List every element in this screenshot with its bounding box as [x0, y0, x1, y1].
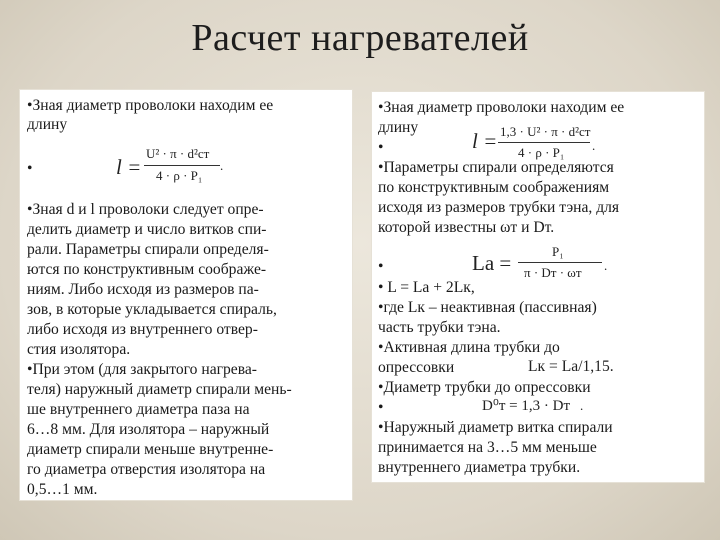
left-line-6: рали. Параметры спирали определя-: [27, 241, 269, 258]
left-text-panel: [20, 90, 352, 500]
right-line-17: принимается на 3…5 мм меньше: [378, 439, 597, 456]
left-line-18: 0,5…1 мм.: [27, 481, 98, 498]
right-formula2-lhs: Lа =: [472, 251, 512, 275]
left-line-2: длину: [27, 116, 68, 133]
right-line-16: •Наружный диаметр витка спирали: [378, 419, 613, 436]
slide-title: Расчет нагревателей: [191, 17, 529, 59]
left-line-16: диаметр спирали меньше внутренне-: [27, 441, 274, 458]
right-line-6: исходя из размеров трубки тэна, для: [378, 199, 620, 216]
right-line-2: длину: [378, 119, 419, 136]
left-formula-numerator: U² · π · d²ст: [146, 146, 210, 161]
right-line-4: •Параметры спирали определяются: [378, 159, 614, 176]
left-formula-end: .: [220, 158, 224, 173]
right-formula2-end: .: [604, 258, 608, 273]
right-line-8: •: [378, 258, 384, 275]
left-line-11: стия изолятора.: [27, 341, 131, 358]
right-line-10: •где Lк – неактивная (пассивная): [378, 299, 597, 316]
left-formula-lhs: l =: [116, 155, 142, 179]
left-line-4: •Зная d и l проволоки следует опре-: [27, 201, 264, 218]
left-line-17: го диаметра отверстия изолятора на: [27, 461, 266, 478]
right-formula4-end: .: [580, 398, 584, 413]
right-formula1-end: .: [592, 138, 596, 153]
right-line-3: •: [378, 139, 384, 156]
right-formula2-numerator: P₁: [552, 244, 564, 259]
right-formula1-denominator: 4 · ρ · P₁: [518, 145, 565, 160]
left-line-15: 6…8 мм. Для изолятора – наружный: [27, 421, 270, 438]
left-line-7: ются по конструктивным соображе-: [27, 261, 267, 278]
right-line-7: которой известны ωт и Dт.: [378, 219, 555, 236]
right-formula1-lhs: l =: [472, 129, 498, 153]
left-line-3: •: [27, 160, 33, 177]
left-line-8: ниям. Либо исходя из размеров па-: [27, 281, 259, 298]
left-formula-fraction-bar: [144, 165, 220, 166]
right-formula2-fraction-bar: [518, 262, 602, 263]
right-line-15: •: [378, 399, 384, 416]
right-line-18: внутреннего диаметра трубки.: [378, 459, 581, 476]
right-formula1-numerator: 1,3 · U² · π · d²ст: [500, 124, 591, 139]
right-text-panel: [372, 92, 704, 482]
left-line-12: •При этом (для закрытого нагрева-: [27, 361, 257, 378]
left-line-9: зов, в которые укладывается спираль,: [27, 301, 277, 318]
right-line-14: •Диаметр трубки до опрессовки: [378, 379, 591, 396]
right-formula3: Lк = Lа/1,15.: [528, 358, 614, 375]
right-line-5: по конструктивным соображениям: [378, 179, 610, 196]
left-formula-denominator: 4 · ρ · P₁: [156, 168, 203, 183]
right-line-11: часть трубки тэна.: [378, 319, 501, 336]
right-line-12: •Активная длина трубки до: [378, 339, 560, 356]
right-line-1: •Зная диаметр проволоки находим ее: [378, 99, 625, 116]
left-line-13: теля) наружный диаметр спирали мень-: [27, 381, 292, 398]
left-line-10: либо исходя из внутреннего отвер-: [27, 321, 258, 338]
right-formula2-denominator: π · Dт · ωт: [524, 265, 582, 280]
right-line-9: • L = Lа + 2Lк,: [378, 279, 475, 296]
right-line-13: опрессовки: [378, 359, 455, 376]
left-line-1: •Зная диаметр проволоки находим ее: [27, 97, 274, 114]
left-line-14: ше внутреннего диаметра паза на: [27, 401, 250, 418]
left-line-5: делить диаметр и число витков спи-: [27, 221, 267, 238]
right-formula1-fraction-bar: [498, 142, 590, 143]
right-formula4-lhs: D⁰т = 1,3 · Dт: [482, 398, 570, 414]
